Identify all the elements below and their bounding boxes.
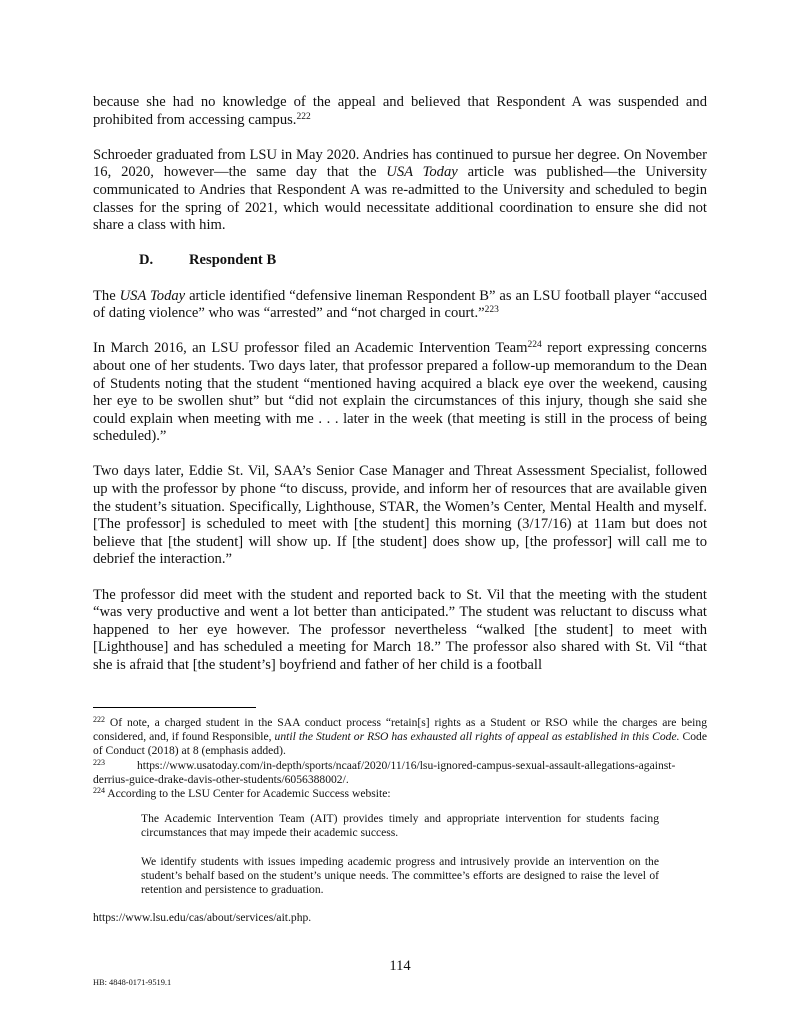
footnote-223-link[interactable]: https://www.usatoday.com/in-depth/sports/ncaaf/2020/11/16/lsu-ignored-campus-sexual-assault-allegations-against-derrius-guice-drake-davis-other-students/6056388002/. (93, 758, 676, 786)
paragraph-3: The USA Today article identified “defensive lineman Respondent B” as an LSU football player “accused of dating violence” who was “arrested” and “not charged in court.”$^{223}$ (93, 287, 708, 322)
footnote-ref-224[interactable]: 224 (527, 340, 542, 351)
footnote-224-blockquote (141, 812, 659, 897)
footnote-ref-222[interactable]: 222 (296, 111, 311, 122)
paragraph-2: Schroeder graduated from LSU in May 2020. Andries has continued to pursue her degree. On November 16, 2020, however—the same day that the USA Today article was published—the University communicated to Andries that Respondent A was re-admitted to the University and scheduled to begin classes for the spring of 2021, which would necessitate additional coordination to ensure she did not share a class with him. (93, 146, 708, 234)
footnotes (93, 716, 707, 925)
footnote-224: $^{224}$ According to the LSU Center for Academic Success website: (93, 786, 391, 801)
section-number: D. (139, 252, 154, 269)
blockquote-paragraph-2: We identify students with issues impeding academic progress and intrusively provide an intervention on the student’s behalf based on the student’s unique needs. The committee’s efforts are designed to raise the level of retention and persistence to graduation. (141, 854, 659, 897)
paragraph-4: In March 2016, an LSU professor filed an Academic Intervention Team$^{224}$ report expressing concerns about one of her students. Two days later, that professor prepared a follow-up memorandum to the Dean of Students noting that the student “mentioned having acquired a black eye over the weekend, causing her eye to be swollen shut” but “did not explain the circumstances of this injury, though she said she could explain when meeting with me . . . later in the week (that meeting is still in the process of being scheduled).” (93, 340, 707, 445)
section-heading (93, 252, 707, 270)
document-id: HB: 4848-0171-9519.1 (93, 978, 172, 987)
blockquote-paragraph-1: The Academic Intervention Team (AIT) provides timely and appropriate intervention for students facing circumstances that may impede their academic success. (141, 812, 659, 840)
footnote-222: $^{222}$ Of note, a charged student in the SAA conduct process “retain[s] rights as a Student or RSO while the charges are being considered, and, if found Responsible, until the Student or RSO has exhausted all rights of appeal as established in this Code. Code of Conduct (2018) at 8 (emphasis added). (93, 715, 707, 758)
paragraph-6: The professor did meet with the student and reported back to St. Vil that the meeting with the student “was very productive and went a lot better than anticipated.” The student was reluctant to discuss what happened to her eye however. The professor nevertheless “walked [the student] to meet with [Lighthouse] and has scheduled a meeting for March 18.” The professor also shared with St. Vil “that she is afraid that [the student’s] boyfriend and father of her child is a football (93, 586, 707, 673)
paragraph-5: Two days later, Eddie St. Vil, SAA’s Senior Case Manager and Threat Assessment Specialist, followed up with the professor by phone “to discuss, provide, and inform her of resources that are available given the student’s situation. Specifically, Lighthouse, STAR, the Women’s Center, Mental Health and myself. [The professor] is scheduled to meet with [the student] this morning (3/17/16) at 11am but does not believe that [the student] will show up. If [the student] does show up, [the professor] will call me to debrief the interaction.” (93, 463, 707, 568)
page-body (93, 94, 707, 692)
page-number: 114 (389, 958, 411, 974)
footnote-224-link[interactable]: https://www.lsu.edu/cas/about/services/ait.php. (93, 911, 312, 925)
footnote-ref-223[interactable]: 223 (484, 305, 499, 316)
paragraph-1: because she had no knowledge of the appeal and believed that Respondent A was suspended and prohibited from accessing campus.$^{222}$ (93, 94, 707, 128)
section-title: Respondent B (189, 252, 277, 269)
footnote-223: $^{223}$ https://www.usatoday.com/in-depth/sports/ncaaf/2020/11/16/lsu-ignored-campus-sexual-assault-allegations-against-derrius-guice-drake-davis-other-students/6056388002/. (93, 757, 676, 786)
footnote-separator (93, 707, 256, 708)
